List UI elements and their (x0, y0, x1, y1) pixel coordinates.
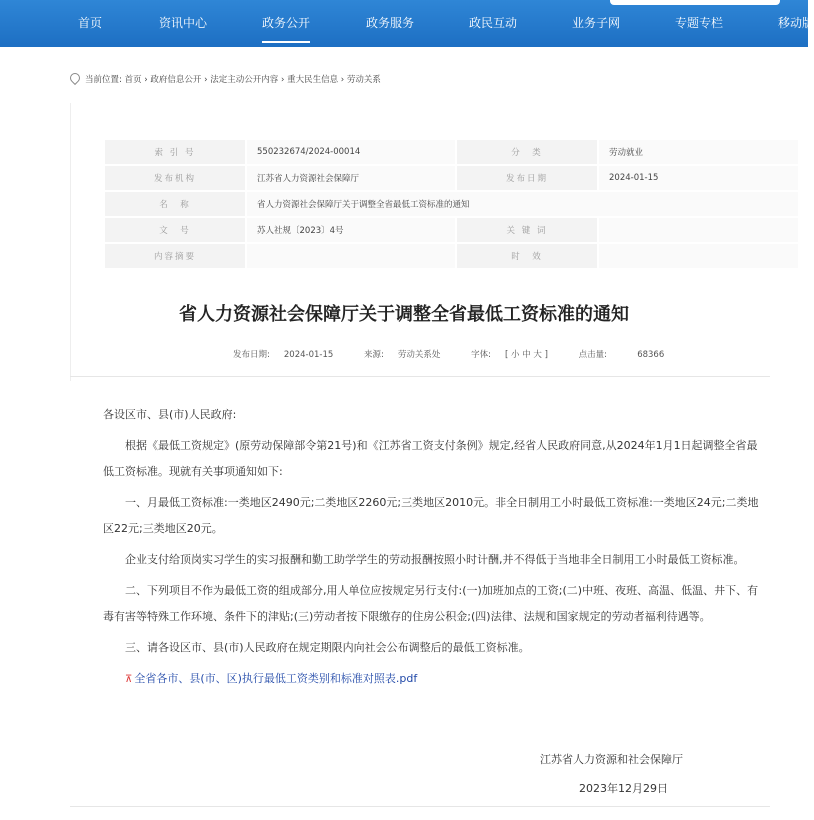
paragraph: 根据《最低工资规定》(原劳动保障部令第21号)和《江苏省工资支付条例》规定,经省人民政府同意,从2024年1月1日起调整全省最低工资标准。现就有关事项通知如下: (103, 439, 758, 478)
meta-key: 发布机构 (104, 165, 246, 191)
meta-key: 发布日期 (456, 165, 598, 191)
nav-business-sites[interactable]: 业务子网 (572, 16, 621, 30)
meta-row (104, 243, 799, 269)
breadcrumb (70, 73, 381, 85)
publish-date-value: 2024-01-15 (283, 350, 334, 360)
nav-interaction[interactable]: 政民互动 (469, 16, 518, 30)
nav-news-center[interactable]: 资讯中心 (159, 16, 208, 30)
meta-row (104, 217, 799, 243)
breadcrumb-separator: › (201, 75, 211, 85)
breadcrumb-prefix: 当前位置: (85, 75, 122, 85)
nav-mobile[interactable]: 移动版 (778, 16, 814, 30)
attachment-row (103, 666, 768, 693)
publish-date-label: 发布日期: (233, 350, 270, 360)
font-size-control (471, 350, 562, 360)
document-meta-table (103, 138, 800, 270)
meta-value: 苏人社规〔2023〕4号 (246, 217, 456, 243)
breadcrumb-item-gov-info[interactable]: 政府信息公开 (150, 75, 202, 85)
meta-key: 分 类 (456, 139, 598, 165)
nav-special-topics[interactable]: 专题专栏 (675, 16, 724, 30)
location-pin-icon (68, 71, 82, 85)
meta-key: 名 称 (104, 191, 246, 217)
meta-value (246, 243, 456, 269)
paragraph: 三、请各设区市、县(市)人民政府在规定期限内向社会公布调整后的最低工资标准。 (125, 641, 530, 654)
meta-value: 江苏省人力资源社会保障厅 (246, 165, 456, 191)
breadcrumb-separator: › (141, 75, 151, 85)
click-count (579, 350, 679, 360)
source (364, 350, 454, 360)
click-count-value: 68366 (637, 350, 665, 360)
meta-value: 劳动就业 (598, 139, 799, 165)
publish-date (233, 350, 347, 360)
article-body (103, 402, 768, 698)
salutation: 各设区市、县(市)人民政府: (103, 408, 237, 421)
paragraph: 企业支付给顶岗实习学生的实习报酬和勤工助学学生的劳动报酬按照小时计酬,并不得低于当地非全日制用工小时最低工资标准。 (125, 553, 745, 566)
breadcrumb-separator: › (338, 75, 347, 85)
paragraph: 二、下列项目不作为最低工资的组成部分,用人单位应按规定另行支付:(一)加班加点的工资;(二)中班、夜班、高温、低温、井下、有毒有害等特殊工作环境、条件下的津贴;(三)劳动者按下限缴存的住房公积金;(四)法律、法规和国家规定的劳动者福利待遇等。 (103, 584, 759, 623)
font-size-label: 字体: (471, 350, 491, 360)
source-value: 劳动关系处 (397, 350, 441, 360)
meta-key: 文 号 (104, 217, 246, 243)
nav-home[interactable]: 首页 (78, 16, 103, 30)
article-info-bar (233, 348, 692, 360)
top-nav-bar (0, 0, 814, 47)
meta-row (104, 139, 799, 165)
meta-value: 2024-01-15 (598, 165, 799, 191)
signature: 江苏省人力资源和社会保障厅 (540, 753, 683, 766)
nav-gov-services[interactable]: 政务服务 (366, 16, 415, 30)
meta-value (598, 217, 799, 243)
attachment-link[interactable] (125, 672, 417, 685)
breadcrumb-item-statutory[interactable]: 法定主动公开内容 (210, 75, 279, 85)
meta-value (598, 243, 799, 269)
paragraph: 一、月最低工资标准:一类地区2490元;二类地区2260元;三类地区2010元。非全日制用工小时最低工资标准:一类地区24元;二类地区22元;三类地区20元。 (103, 496, 759, 535)
meta-row (104, 191, 799, 217)
breadcrumb-separator: › (278, 75, 288, 85)
breadcrumb-item-home[interactable]: 首页 (124, 75, 142, 85)
pdf-icon: ⊼ (125, 674, 133, 685)
meta-key: 内容摘要 (104, 243, 246, 269)
article-title: 省人力资源社会保障厅关于调整全省最低工资标准的通知 (179, 304, 629, 325)
meta-value: 省人力资源社会保障厅关于调整全省最低工资标准的通知 (246, 191, 799, 217)
divider (70, 376, 770, 377)
meta-row (104, 165, 799, 191)
attachment-label[interactable]: 全省各市、县(市、区)执行最低工资类别和标准对照表.pdf (134, 672, 418, 685)
footer-divider (70, 806, 770, 807)
meta-key: 索 引 号 (104, 139, 246, 165)
font-size-options[interactable]: [ 小 中 大 ] (504, 350, 548, 360)
meta-value: 550232674/2024-00014 (246, 139, 456, 165)
source-label: 来源: (363, 350, 384, 360)
nav-gov-affairs-open[interactable]: 政务公开 (262, 0, 310, 47)
breadcrumb-item-labor[interactable]: 劳动关系 (346, 75, 381, 85)
sign-date: 2023年12月29日 (579, 782, 668, 795)
meta-key: 时 效 (456, 243, 598, 269)
meta-key: 关 键 词 (456, 217, 598, 243)
breadcrumb-item-livelihood[interactable]: 重大民生信息 (287, 75, 339, 85)
click-count-label: 点击量: (578, 350, 607, 360)
